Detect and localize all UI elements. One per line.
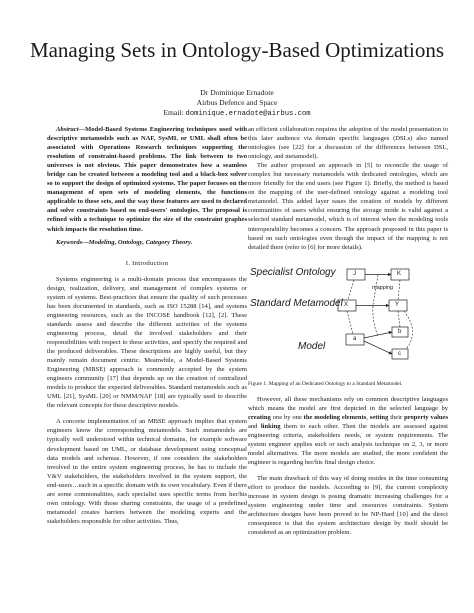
email-label: Email: [163,108,184,117]
abstract-text: —Model-Based Systems Engineering techniques used with descriptive metamodels such as NAF, SysML or UML shall often be associated with Operations Research techniques supporting the resolution of constraint-based problems. The link between to two universes is not obvious. This paper demonstrates how a seamless bridge can be created between a modeling tool and a black-box solver so to support the design of optimized systems. The paper focuses on the management of open sets of modeling elements, the functions applicable to those sets, and the way these features are used to declared and solve constraints based on end-users' ontologies. The proposal is refined with a technique to optimize the size of the constraint graphes which impacts the resolution time. [47,126,247,233]
abstract [47,125,247,234]
keywords [47,238,247,247]
para2-text-e: their [388,413,405,421]
abstract-label: Abstract [56,126,79,133]
box-c-label: c [398,350,401,357]
para2-text-c: one by one [270,413,304,421]
keywords-text: —Modeling, Ontology, Category Theory. [82,238,193,246]
link-a-c [364,341,392,354]
author-email[interactable]: dominique.ernadote@airbus.com [185,110,311,118]
para2-text-f: and [248,422,261,430]
label-specialist-ontology: Specialist Ontology [250,266,336,278]
right-paragraph-0: an efficient collaboration requires the adoption of the model presentation to this later audience via domain specific languages (DSLs) also named ontologies (see [22] for a discussion of the differences between DSL, ontology, and metamodel). [248,126,448,161]
para2-bold-setting: setting [369,413,389,421]
section-heading-introduction: I. Introduction [125,259,169,267]
link-a-b [364,332,392,338]
mapping-j-x [348,280,354,300]
para2-text-a: However, all these mechanisms rely on common descriptive languages which means the model are first depicted in the selected language by [248,395,448,412]
right-paragraph-2 [248,395,448,467]
mapping-diagram [248,266,448,374]
para2-bold-modeling-elements: the modeling elements [303,413,367,421]
author-affiliation: Airbus Defence and Space [196,98,278,107]
author-email-line [0,108,474,119]
box-j [347,269,365,280]
mapping-k-y [398,280,400,300]
label-standard-metamodel: Standard Metamodel [250,297,343,309]
right-paragraph-3: The main drawback of this way of doing resides in the time consuming effort to produce the models. According to [9], the current complexity increase in system design is posing dramatic increasing challenges for a system engineering under time and resources constraints. System architecture designs have been proved to be NP-Hard [10] and the direct consequence is that the system architecture design by itself should be considered as an optimization problem. [248,475,448,537]
label-model: Model [298,340,326,352]
para2-text-d: , [366,413,370,421]
box-x-label: X [344,301,349,308]
para2-bold-linking: linking [260,422,281,430]
keywords-label: Keywords [56,238,83,246]
mapping-label: mapping [372,284,394,291]
right-paragraph-1: The author proposed an approach in [5] to reconcile the usage of complex but necessary metamodels with dedicated ontologies, which are more friendly for the end users (see Figure 1). Briefly, the method is based on the mapping of the user-defined ontology against a modeling tool metamodel. This added layer eases the creation of models by different communities of users whilst ensuring the storage mode is valid against a selected standard metamodel, which is of interest when the modeling tools interoperability becomes a concern. The approach proposed in this paper is based on such ontologies even though the impact of the mapping is not detailed there (refer to [6] for more details). [248,162,448,251]
para2-bold-creating: creating [248,413,271,421]
figure-caption: Figure 1. Mapping of an Dedicated Ontology to a Standard Metamodel. [248,380,403,387]
left-column [47,125,247,526]
paper-title: Managing Sets in Ontology-Based Optimizations [29,38,445,62]
box-y-label: Y [395,301,400,308]
intro-paragraph-2: A concrete implementation of an MBSE approach implies that system engineers know the corresponding metamodels. Such metamodels are typically well understood within technical domains, for example software development based on UML, or database development using conceptual data models and schemas. However, if one considers the stakeholders involved in the entire system engineering process, he has to include the V&V stakeholders, the stakeholders involved in the system support, the end-users…each in a specific domain with its own vocabulary. Even if there are some commonalities, each specialist uses specific terms from her/his own ontology. With those sharing constraints, the usage of a predefined metamodel creates barriers between the modeling experts and the stakeholders responsible for other activities. Thus, [47,418,247,525]
instance-x-a [347,311,353,334]
author-name: Dr Dominique Ernadote [200,88,274,97]
figure-1 [248,266,448,374]
right-column [248,125,448,537]
instance-y-b [398,311,400,327]
para2-bold-property-values: property values [404,413,449,421]
box-b-label: b [398,328,402,335]
instance-xy-link [373,306,378,336]
box-k-label: K [397,270,402,277]
box-a-label: a [353,335,357,342]
intro-paragraph-1: Systems engineering is a multi-domain process that encompasses the design, realization, delivery, and management of complex systems or system of systems. Best-practices that ensure the quality of such processes has been documented in standards, such as ISO 15288 [14], and systems engineering resources, such as the INCOSE handbook [12], [2]. These standards assess and describe the different activities of the systems engineering process, detail the involved stakeholders and their responsibilities with respect to these activities, and specify the required and the produced deliverables. These descriptions are highly useful, but they mainly remain document centric. Meanwhile, a Model-Based Systems Engineering (MBSE) approach is commonly accepted by the system engineers community [17] that depends up on the creation of centralized models to produce the expected deliverables. Standard metamodels such as UML [21], SysML [20] or NMM/NAF [18] are typically used to describe the relevant concepts for these descriptive models. [47,275,247,410]
box-j-label: J [353,270,356,277]
para2-text-g: them to each other. Then the models are assessed against engineering criteria, stakeholders needs, or system requirements. The system engineer applies such or such analysis technique on 2, 3, or more model alternatives. The more models are studied, the more confident the engineer is regarding her/his final design choice. [248,422,449,466]
